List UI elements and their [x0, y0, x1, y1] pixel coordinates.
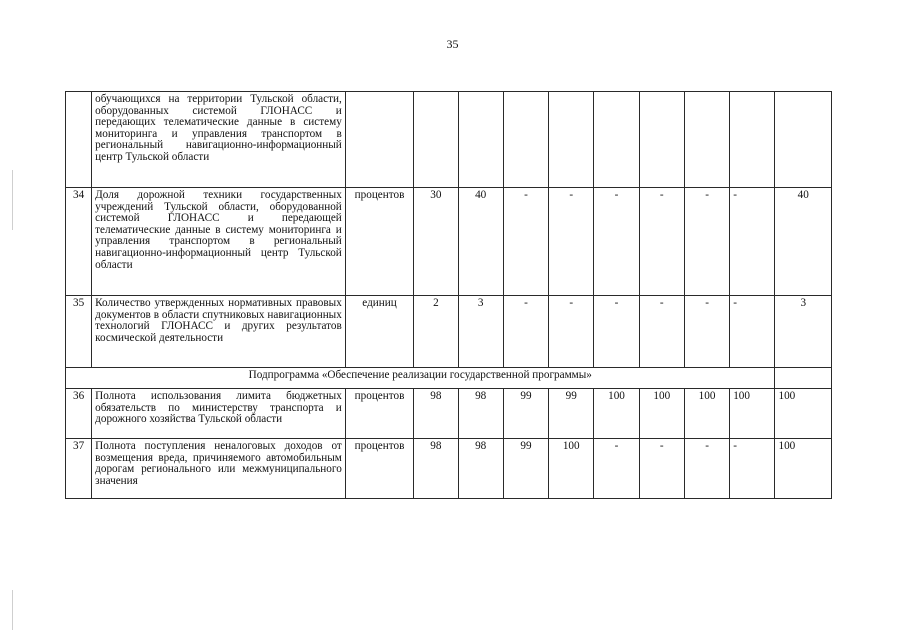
value-cell: 2 — [414, 296, 458, 368]
page-number: 35 — [446, 37, 459, 51]
value-cell: 98 — [458, 389, 503, 439]
value-cell: 100 — [594, 389, 639, 439]
value-cell — [414, 92, 458, 188]
value-cell: - — [549, 188, 594, 296]
value-cell — [639, 92, 684, 188]
value-cell: 98 — [458, 439, 503, 499]
indicator-description: обучающихся на территории Тульской области, оборудованных системой ГЛОНАСС и передающих телематические данные в систему мониторинга и управления транспортом в региональный навигационно-информационный центр Тульской области — [92, 92, 346, 188]
section-row — [66, 368, 832, 389]
value-cell: - — [594, 296, 639, 368]
value-cell: 40 — [775, 188, 832, 296]
scan-artifact — [12, 590, 13, 630]
value-cell: 100 — [730, 389, 775, 439]
indicator-unit: процентов — [345, 439, 413, 499]
scan-artifact — [12, 170, 13, 230]
value-cell: 100 — [684, 389, 729, 439]
value-cell: 3 — [775, 296, 832, 368]
value-cell: 100 — [549, 439, 594, 499]
indicator-description: Доля дорожной техники государственных учреждений Тульской области, оборудованной системой ГЛОНАСС и передающей телематические данные в систему мониторинга и управления транспортом в региональный навигационно-информационный центр Тульской области — [92, 188, 346, 296]
value-cell — [503, 92, 548, 188]
value-cell — [775, 92, 832, 188]
row-number: 37 — [66, 439, 92, 499]
row-number: 36 — [66, 389, 92, 439]
value-cell: 99 — [549, 389, 594, 439]
value-cell: - — [730, 439, 775, 499]
value-cell: - — [684, 188, 729, 296]
section-title: Подпрограмма «Обеспечение реализации государственной программы» — [66, 368, 775, 389]
value-cell: 100 — [775, 389, 832, 439]
value-cell: 100 — [639, 389, 684, 439]
value-cell: - — [639, 188, 684, 296]
row-number: 35 — [66, 296, 92, 368]
value-cell: 3 — [458, 296, 503, 368]
indicator-unit — [345, 92, 413, 188]
table-row — [66, 439, 832, 499]
value-cell — [549, 92, 594, 188]
value-cell: - — [594, 439, 639, 499]
indicator-unit: процентов — [345, 389, 413, 439]
value-cell: - — [594, 188, 639, 296]
value-cell: - — [639, 296, 684, 368]
value-cell — [684, 92, 729, 188]
value-cell: - — [549, 296, 594, 368]
value-cell: - — [730, 296, 775, 368]
value-cell: - — [503, 188, 548, 296]
value-cell: - — [503, 296, 548, 368]
value-cell: 40 — [458, 188, 503, 296]
value-cell: - — [639, 439, 684, 499]
row-number — [66, 92, 92, 188]
value-cell: 99 — [503, 389, 548, 439]
indicator-unit: процентов — [345, 188, 413, 296]
value-cell — [730, 92, 775, 188]
value-cell: 98 — [414, 389, 458, 439]
table-row — [66, 389, 832, 439]
table-row — [66, 92, 832, 188]
value-cell: 98 — [414, 439, 458, 499]
indicator-description: Полнота использования лимита бюджетных обязательств по министерству транспорта и дорожного хозяйства Тульской области — [92, 389, 346, 439]
value-cell: - — [730, 188, 775, 296]
indicator-description: Полнота поступления неналоговых доходов от возмещения вреда, причиняемого автомобильным дорогам регионального или межмуниципального значения — [92, 439, 346, 499]
value-cell: - — [684, 439, 729, 499]
indicator-description: Количество утвержденных нормативных правовых документов в области спутниковых навигационных технологий ГЛОНАСС и других результатов космической деятельности — [92, 296, 346, 368]
value-cell: - — [684, 296, 729, 368]
indicator-unit: единиц — [345, 296, 413, 368]
table-row — [66, 296, 832, 368]
indicators-table — [65, 91, 832, 499]
table-row — [66, 188, 832, 296]
value-cell: 99 — [503, 439, 548, 499]
row-number: 34 — [66, 188, 92, 296]
value-cell: 30 — [414, 188, 458, 296]
section-empty-cell — [775, 368, 832, 389]
value-cell — [594, 92, 639, 188]
value-cell: 100 — [775, 439, 832, 499]
value-cell — [458, 92, 503, 188]
